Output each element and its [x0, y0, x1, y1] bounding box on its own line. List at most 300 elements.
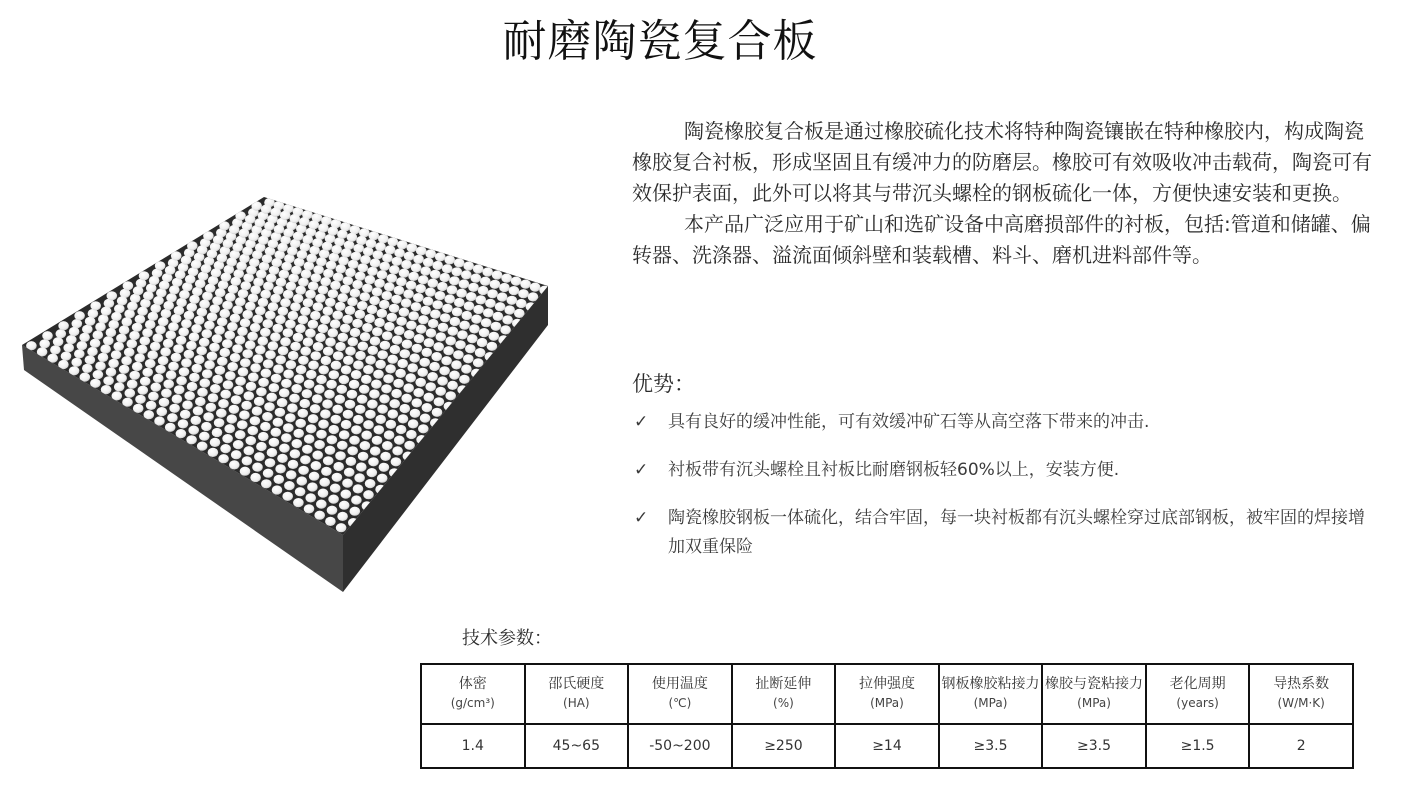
- ceramic-tile: [207, 352, 218, 361]
- spec-name: 橡胶与瓷粘接力: [1045, 676, 1144, 692]
- ceramic-tile: [441, 356, 452, 365]
- ceramic-tile: [487, 289, 498, 298]
- ceramic-tile: [370, 258, 381, 267]
- ceramic-tile: [155, 325, 166, 334]
- ceramic-tile: [451, 360, 462, 369]
- ceramic-tile: [124, 309, 135, 318]
- ceramic-tile: [244, 446, 255, 455]
- ceramic-tile: [127, 302, 138, 311]
- ceramic-tile: [497, 292, 508, 301]
- ceramic-tile: [345, 400, 356, 409]
- ceramic-tile: [432, 261, 443, 270]
- ceramic-tile: [211, 268, 222, 277]
- ceramic-tile: [116, 334, 127, 343]
- ceramic-tile: [518, 289, 529, 298]
- ceramic-tile: [303, 235, 314, 244]
- ceramic-tile: [372, 436, 383, 445]
- ceramic-tile: [213, 235, 224, 244]
- ceramic-tile: [406, 430, 417, 439]
- ceramic-tile: [312, 238, 323, 247]
- spec-value-cell: ≥14: [835, 724, 939, 768]
- ceramic-tile: [445, 391, 456, 400]
- spec-unit: (g/cm³): [450, 696, 495, 710]
- ceramic-tile: [248, 426, 259, 435]
- ceramic-tile: [323, 269, 334, 278]
- ceramic-tile: [223, 239, 234, 248]
- ceramic-tile: [352, 280, 363, 289]
- ceramic-tile: [348, 260, 359, 269]
- spec-unit: (HA): [563, 696, 590, 710]
- ceramic-tile: [353, 415, 364, 424]
- ceramic-tile: [413, 255, 424, 264]
- ceramic-tile: [327, 506, 338, 515]
- ceramic-tile: [214, 418, 225, 427]
- ceramic-tile: [367, 400, 378, 409]
- ceramic-tile: [355, 405, 366, 414]
- ceramic-tile: [350, 328, 361, 337]
- ceramic-tile: [302, 445, 313, 454]
- ceramic-tile: [269, 438, 280, 447]
- ceramic-tile: [325, 517, 336, 526]
- ceramic-tile: [229, 460, 240, 469]
- ceramic-tile: [268, 239, 279, 248]
- ceramic-tile: [245, 215, 256, 224]
- ceramic-tile: [400, 349, 411, 358]
- ceramic-tile: [258, 378, 269, 387]
- ceramic-tile: [280, 337, 291, 346]
- ceramic-tile: [418, 315, 429, 324]
- ceramic-tile: [167, 413, 178, 422]
- ceramic-tile: [420, 414, 431, 423]
- ceramic-tile: [155, 261, 166, 270]
- ceramic-tile: [227, 322, 238, 331]
- ceramic-tile: [303, 337, 314, 346]
- ceramic-tile: [191, 416, 202, 425]
- ceramic-tile: [188, 426, 199, 435]
- ceramic-tile: [387, 274, 398, 283]
- ceramic-tile: [187, 382, 198, 391]
- ceramic-tile: [95, 322, 106, 331]
- ceramic-tile: [342, 479, 353, 488]
- ceramic-tile: [341, 365, 352, 374]
- ceramic-tile: [124, 348, 135, 357]
- ceramic-tile: [388, 409, 399, 418]
- spec-unit: (years): [1176, 696, 1219, 710]
- ceramic-tile: [288, 351, 299, 360]
- ceramic-tile: [442, 264, 453, 273]
- checkmark-icon: ✓: [634, 412, 649, 432]
- ceramic-tile: [380, 341, 391, 350]
- ceramic-tile: [464, 301, 475, 310]
- ceramic-tile: [215, 366, 226, 375]
- ceramic-tile: [197, 442, 208, 451]
- ceramic-tile: [357, 301, 368, 310]
- ceramic-tile: [222, 301, 233, 310]
- ceramic-tile: [132, 362, 143, 371]
- ceramic-tile: [314, 385, 325, 394]
- ceramic-tile: [187, 303, 198, 312]
- ceramic-tile: [401, 394, 412, 403]
- ceramic-tile: [295, 487, 306, 496]
- ceramic-tile: [437, 376, 448, 385]
- ceramic-tile: [308, 320, 319, 329]
- ceramic-tile: [459, 279, 470, 288]
- spec-unit: (℃): [668, 696, 692, 710]
- ceramic-tile: [391, 457, 402, 466]
- ceramic-tile: [235, 377, 246, 386]
- ceramic-tile: [242, 310, 253, 319]
- ceramic-tile: [129, 371, 140, 380]
- ceramic-tile: [482, 267, 493, 276]
- spec-value-cell: 1.4: [421, 724, 525, 768]
- ceramic-tile: [316, 430, 327, 439]
- spec-value-cell: ≥3.5: [1042, 724, 1146, 768]
- ceramic-tile: [452, 267, 463, 276]
- ceramic-tile: [145, 359, 156, 368]
- ceramic-tile: [196, 346, 207, 355]
- ceramic-tile: [240, 358, 251, 367]
- ceramic-tile: [122, 317, 133, 326]
- spec-name: 老化周期: [1169, 676, 1226, 692]
- ceramic-tile: [258, 336, 269, 345]
- ceramic-tile: [175, 270, 186, 279]
- ceramic-tile: [252, 463, 263, 472]
- ceramic-tile: [275, 355, 286, 364]
- ceramic-tile: [324, 390, 335, 399]
- ceramic-tile: [487, 342, 498, 351]
- spec-unit: (MPa): [973, 696, 1008, 710]
- ceramic-tile: [383, 374, 394, 383]
- ceramic-tile: [319, 478, 330, 487]
- ceramic-tile: [396, 425, 407, 434]
- ceramic-tile: [273, 286, 284, 295]
- ceramic-tile: [203, 412, 214, 421]
- ceramic-tile: [351, 370, 362, 379]
- ceramic-tile: [264, 221, 275, 230]
- ceramic-tile: [186, 435, 197, 444]
- ceramic-tile: [432, 408, 443, 417]
- ceramic-tile: [297, 476, 308, 485]
- ceramic-tile: [373, 370, 384, 379]
- ceramic-tile: [181, 358, 192, 367]
- ceramic-tile: [280, 298, 291, 307]
- ceramic-tile: [269, 383, 280, 392]
- ceramic-tile: [232, 344, 243, 353]
- ceramic-tile: [445, 336, 456, 345]
- ceramic-tile: [462, 311, 473, 320]
- ceramic-tile: [103, 376, 114, 385]
- ceramic-tile: [502, 315, 513, 324]
- ceramic-tile: [270, 332, 281, 341]
- ceramic-tile: [447, 285, 458, 294]
- ceramic-tile: [270, 208, 281, 217]
- spec-unit: (%): [773, 696, 794, 710]
- ceramic-tile: [185, 275, 196, 284]
- ceramic-tile: [440, 273, 451, 282]
- ceramic-tile: [202, 292, 213, 301]
- ceramic-tile: [471, 315, 482, 324]
- ceramic-tile: [321, 467, 332, 476]
- ceramic-tile: [339, 430, 350, 439]
- ceramic-tile: [204, 321, 215, 330]
- ceramic-tile: [377, 270, 388, 279]
- ceramic-tile: [265, 458, 276, 467]
- specs-value-row: [421, 724, 1353, 768]
- ceramic-tile: [360, 255, 371, 264]
- ceramic-tile: [238, 367, 249, 376]
- ceramic-tile: [246, 382, 257, 391]
- ceramic-tile: [483, 308, 494, 317]
- ceramic-tile: [345, 268, 356, 277]
- ceramic-tile: [263, 319, 274, 328]
- ceramic-tile: [85, 355, 96, 364]
- ceramic-tile: [392, 335, 403, 344]
- ceramic-tile: [179, 367, 190, 376]
- ceramic-tile: [481, 318, 492, 327]
- ceramic-tile: [184, 350, 195, 359]
- ceramic-tile: [239, 410, 250, 419]
- ceramic-tile: [356, 462, 367, 471]
- ceramic-tile: [461, 364, 472, 373]
- ceramic-tile: [265, 350, 276, 359]
- ceramic-tile: [171, 251, 182, 260]
- ceramic-tile: [176, 429, 187, 438]
- ceramic-tile: [293, 232, 304, 241]
- ceramic-tile: [287, 403, 298, 412]
- ceramic-tile: [436, 332, 447, 341]
- ceramic-tile: [338, 256, 349, 265]
- ceramic-tile: [229, 225, 240, 234]
- ceramic-tile: [236, 261, 247, 270]
- ceramic-tile: [253, 277, 264, 286]
- ceramic-tile: [290, 302, 301, 311]
- ceramic-tile: [291, 384, 302, 393]
- ceramic-tile: [119, 365, 130, 374]
- ceramic-tile: [289, 394, 300, 403]
- ceramic-tile: [246, 266, 257, 275]
- ceramic-tile: [186, 341, 197, 350]
- ceramic-tile: [323, 306, 334, 315]
- advantage-text: 衬板带有沉头螺栓且衬板比耐磨钢板轻60%以上，安装方便.: [668, 460, 1120, 480]
- ceramic-tile: [247, 332, 258, 341]
- ceramic-tile: [491, 322, 502, 331]
- ceramic-tile: [428, 279, 439, 288]
- ceramic-tile: [290, 214, 301, 223]
- ceramic-tile: [516, 299, 527, 308]
- ceramic-tile: [332, 473, 343, 482]
- ceramic-tile: [450, 317, 461, 326]
- ceramic-tile: [310, 311, 321, 320]
- ceramic-tile: [414, 334, 425, 343]
- ceramic-tile: [250, 363, 261, 372]
- ceramic-tile: [350, 507, 361, 516]
- ceramic-tile: [439, 366, 450, 375]
- ceramic-tile: [95, 361, 106, 370]
- ceramic-tile: [266, 274, 277, 283]
- spec-value-cell: 2: [1249, 724, 1353, 768]
- spec-value-cell: 45~65: [525, 724, 629, 768]
- advantage-item: [632, 456, 1377, 485]
- ceramic-tile: [232, 243, 243, 252]
- ceramic-tile: [191, 260, 202, 269]
- ceramic-tile: [235, 297, 246, 306]
- ceramic-tile: [210, 438, 221, 447]
- ceramic-tile: [113, 342, 124, 351]
- ceramic-tile: [111, 312, 122, 321]
- ceramic-tile: [261, 479, 272, 488]
- ceramic-tile: [320, 277, 331, 286]
- ceramic-tile: [230, 314, 241, 323]
- ceramic-tile: [309, 472, 320, 481]
- ceramic-tile: [58, 321, 69, 330]
- ceramic-tile: [208, 448, 219, 457]
- ceramic-tile: [313, 265, 324, 274]
- ceramic-tile: [362, 323, 373, 332]
- ceramic-tile: [147, 350, 158, 359]
- ceramic-tile: [475, 348, 486, 357]
- ceramic-tile: [283, 228, 294, 237]
- ceramic-tile: [153, 296, 164, 305]
- spec-header-cell: [1146, 664, 1250, 724]
- ceramic-tile: [507, 296, 518, 305]
- ceramic-tile: [300, 455, 311, 464]
- specs-table: [420, 663, 1354, 769]
- ceramic-tile: [416, 246, 427, 255]
- ceramic-tile: [160, 347, 171, 356]
- ceramic-tile: [228, 285, 239, 294]
- ceramic-tile: [150, 342, 161, 351]
- ceramic-tile: [79, 333, 90, 342]
- ceramic-tile: [316, 500, 327, 509]
- ceramic-tile: [378, 234, 389, 243]
- ceramic-tile: [108, 320, 119, 329]
- ceramic-tile: [74, 311, 85, 320]
- ceramic-tile: [220, 309, 231, 318]
- ceramic-tile: [355, 272, 366, 281]
- ceramic-tile: [369, 231, 380, 240]
- ceramic-tile: [273, 418, 284, 427]
- ceramic-tile: [337, 385, 348, 394]
- ceramic-tile: [415, 284, 426, 293]
- ceramic-tile: [463, 261, 474, 270]
- ceramic-tile: [380, 452, 391, 461]
- ceramic-tile: [233, 440, 244, 449]
- ceramic-tile: [212, 375, 223, 384]
- ceramic-tile: [201, 422, 212, 431]
- ceramic-tile: [479, 328, 490, 337]
- ceramic-tile: [429, 362, 440, 371]
- ceramic-tile: [252, 250, 263, 259]
- ceramic-tile: [425, 382, 436, 391]
- ceramic-tile: [298, 315, 309, 324]
- ceramic-tile: [347, 446, 358, 455]
- ceramic-tile: [292, 439, 303, 448]
- ceramic-tile: [187, 241, 198, 250]
- ceramic-tile: [238, 289, 249, 298]
- ceramic-tile: [100, 344, 111, 353]
- ceramic-tile: [299, 217, 310, 226]
- ceramic-tile: [39, 339, 50, 348]
- ceramic-tile: [404, 330, 415, 339]
- ceramic-tile: [108, 359, 119, 368]
- ceramic-tile: [199, 338, 210, 347]
- ceramic-tile: [298, 409, 309, 418]
- ceramic-tile: [360, 292, 371, 301]
- ceramic-tile: [267, 448, 278, 457]
- ceramic-tile: [145, 320, 156, 329]
- ceramic-tile: [199, 300, 210, 309]
- page-title: 耐磨陶瓷复合板: [502, 16, 818, 67]
- ceramic-tile: [365, 410, 376, 419]
- ceramic-tile: [205, 284, 216, 293]
- ceramic-tile: [485, 299, 496, 308]
- ceramic-tile: [138, 386, 149, 395]
- ceramic-tile: [335, 395, 346, 404]
- ceramic-tile: [435, 252, 446, 261]
- spec-value-cell: ≥1.5: [1146, 724, 1250, 768]
- ceramic-tile: [328, 289, 339, 298]
- ceramic-tile: [178, 327, 189, 336]
- ceramic-tile: [347, 390, 358, 399]
- ceramic-tile: [504, 305, 515, 314]
- spec-header-cell: [1249, 664, 1353, 724]
- ceramic-tile: [347, 297, 358, 306]
- spec-unit: (MPa): [870, 696, 904, 710]
- ceramic-tile: [345, 306, 356, 315]
- ceramic-tile: [401, 298, 412, 307]
- ceramic-tile: [256, 442, 267, 451]
- ceramic-tile: [225, 371, 236, 380]
- ceramic-tile: [161, 389, 172, 398]
- ceramic-tile: [367, 267, 378, 276]
- ceramic-tile: [330, 484, 341, 493]
- advantage-item: [632, 408, 1377, 437]
- ceramic-tile: [278, 346, 289, 355]
- spec-header-cell: [732, 664, 836, 724]
- ceramic-tile: [374, 279, 385, 288]
- ceramic-tile: [268, 302, 279, 311]
- ceramic-tile: [337, 230, 348, 239]
- ceramic-tile: [288, 460, 299, 469]
- ceramic-tile: [197, 388, 208, 397]
- ceramic-tile: [270, 294, 281, 303]
- ceramic-tile: [275, 464, 286, 473]
- ceramic-tile: [323, 347, 334, 356]
- ceramic-tile: [72, 319, 83, 328]
- ceramic-tile: [449, 276, 460, 285]
- ceramic-tile: [331, 245, 342, 254]
- ceramic-tile: [430, 310, 441, 319]
- ceramic-tile: [308, 281, 319, 290]
- ceramic-tile: [178, 419, 189, 428]
- ceramic-tile: [298, 466, 309, 475]
- ceramic-tile: [42, 331, 53, 340]
- ceramic-tile: [336, 264, 347, 273]
- ceramic-tile: [313, 342, 324, 351]
- ceramic-tile: [171, 353, 182, 362]
- ceramic-tile: [207, 249, 218, 258]
- ceramic-tile: [403, 289, 414, 298]
- ceramic-tile: [301, 269, 312, 278]
- ceramic-tile: [333, 351, 344, 360]
- ceramic-tile: [444, 294, 455, 303]
- ceramic-tile: [255, 218, 266, 227]
- ceramic-tile: [241, 281, 252, 290]
- ceramic-tile: [465, 344, 476, 353]
- ceramic-tile: [418, 424, 429, 433]
- ceramic-tile: [222, 434, 233, 443]
- ceramic-tile: [274, 475, 285, 484]
